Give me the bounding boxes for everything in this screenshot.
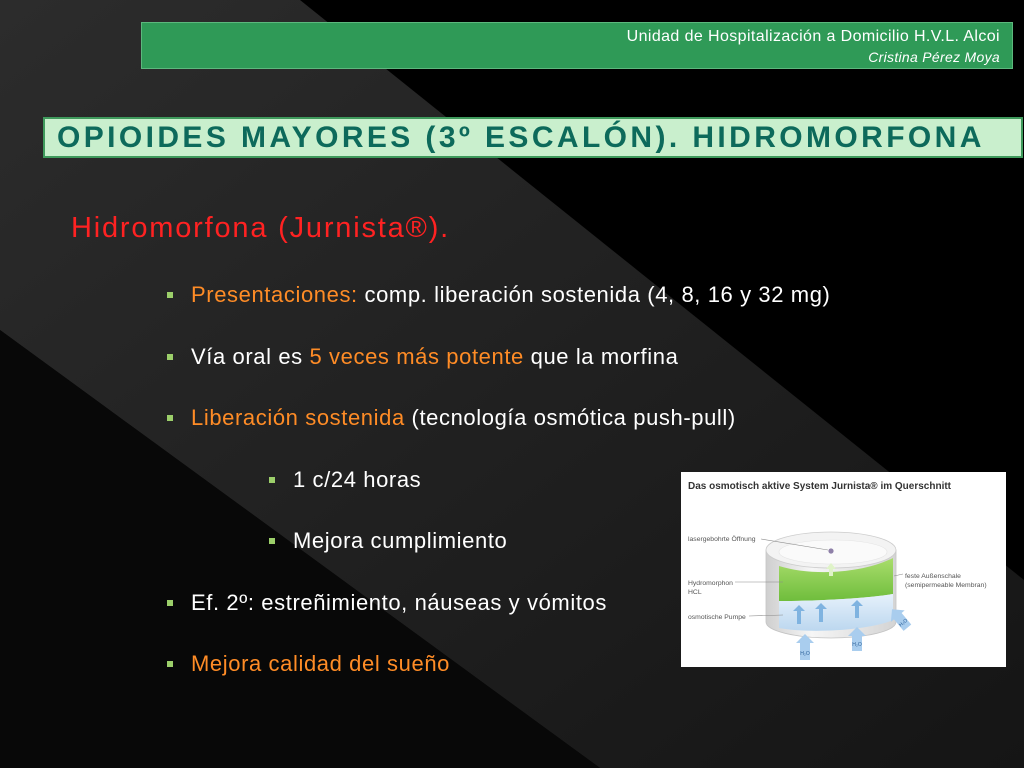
label-pump: osmotische Pumpe	[688, 614, 746, 621]
water-label: H₂O	[898, 617, 910, 629]
bullet-marker	[167, 354, 173, 360]
bullet-text-segment: Vía oral es	[191, 343, 310, 369]
figure-title: Das osmotisch aktive System Jurnista® im Querschnitt	[688, 481, 952, 492]
header-banner	[141, 22, 1013, 69]
jurnista-cross-section-figure	[681, 472, 1006, 667]
banner-institution: Unidad de Hospitalización a Domicilio H.V.L. Alcoi	[626, 28, 1000, 45]
label-shell-line1: feste Außenschale	[905, 573, 961, 580]
bullet-text-segment: Ef. 2º: estreñimiento, náuseas y vómitos	[191, 589, 607, 615]
bullet-text-segment: (tecnología osmótica push-pull)	[404, 405, 736, 430]
bullet-marker	[269, 477, 275, 483]
bullet-marker	[167, 661, 173, 667]
bullet-item-presentaciones	[0, 264, 830, 326]
bullet-marker	[167, 415, 173, 421]
bullet-text-segment: Mejora calidad del sueño	[191, 651, 450, 676]
water-label: H₂O	[852, 642, 862, 648]
label-drug-line2: HCL	[688, 589, 702, 596]
banner-author: Cristina Pérez Moya	[868, 49, 1000, 65]
bullet-text-segment: que la morfina	[523, 343, 679, 369]
cross-section-diagram	[681, 472, 1006, 667]
bullet-item-via-oral	[0, 326, 830, 388]
bullet-text-segment: Mejora cumplimiento	[293, 528, 508, 553]
water-label: H₂O	[800, 651, 810, 657]
bullet-text-segment: Liberación sostenida	[191, 405, 405, 430]
slide-title: OPIOIDES MAYORES (3º ESCALÓN). HIDROMORFONA	[57, 121, 985, 154]
label-opening: lasergebohrte Öffnung	[688, 536, 756, 543]
bullet-marker	[167, 600, 173, 606]
label-drug-line1: Hydromorphon	[688, 580, 733, 587]
laser-orifice	[828, 548, 833, 553]
bullet-marker	[269, 538, 275, 544]
slide-title-box	[43, 117, 1023, 158]
bullet-text-segment: 1 c/24 horas	[293, 466, 422, 492]
bullet-item-liberacion	[0, 387, 830, 449]
drug-subheading: Hidromorfona (Jurnista®).	[71, 212, 451, 244]
label-shell-line2: (semipermeable Membran)	[905, 582, 987, 589]
bullet-text-segment: Presentaciones:	[191, 282, 358, 307]
bullet-text-segment: comp. liberación sostenida (4, 8, 16 y 32 mg)	[357, 282, 831, 307]
bullet-marker	[167, 292, 173, 298]
bullet-text-segment: 5 veces más potente	[309, 343, 524, 369]
